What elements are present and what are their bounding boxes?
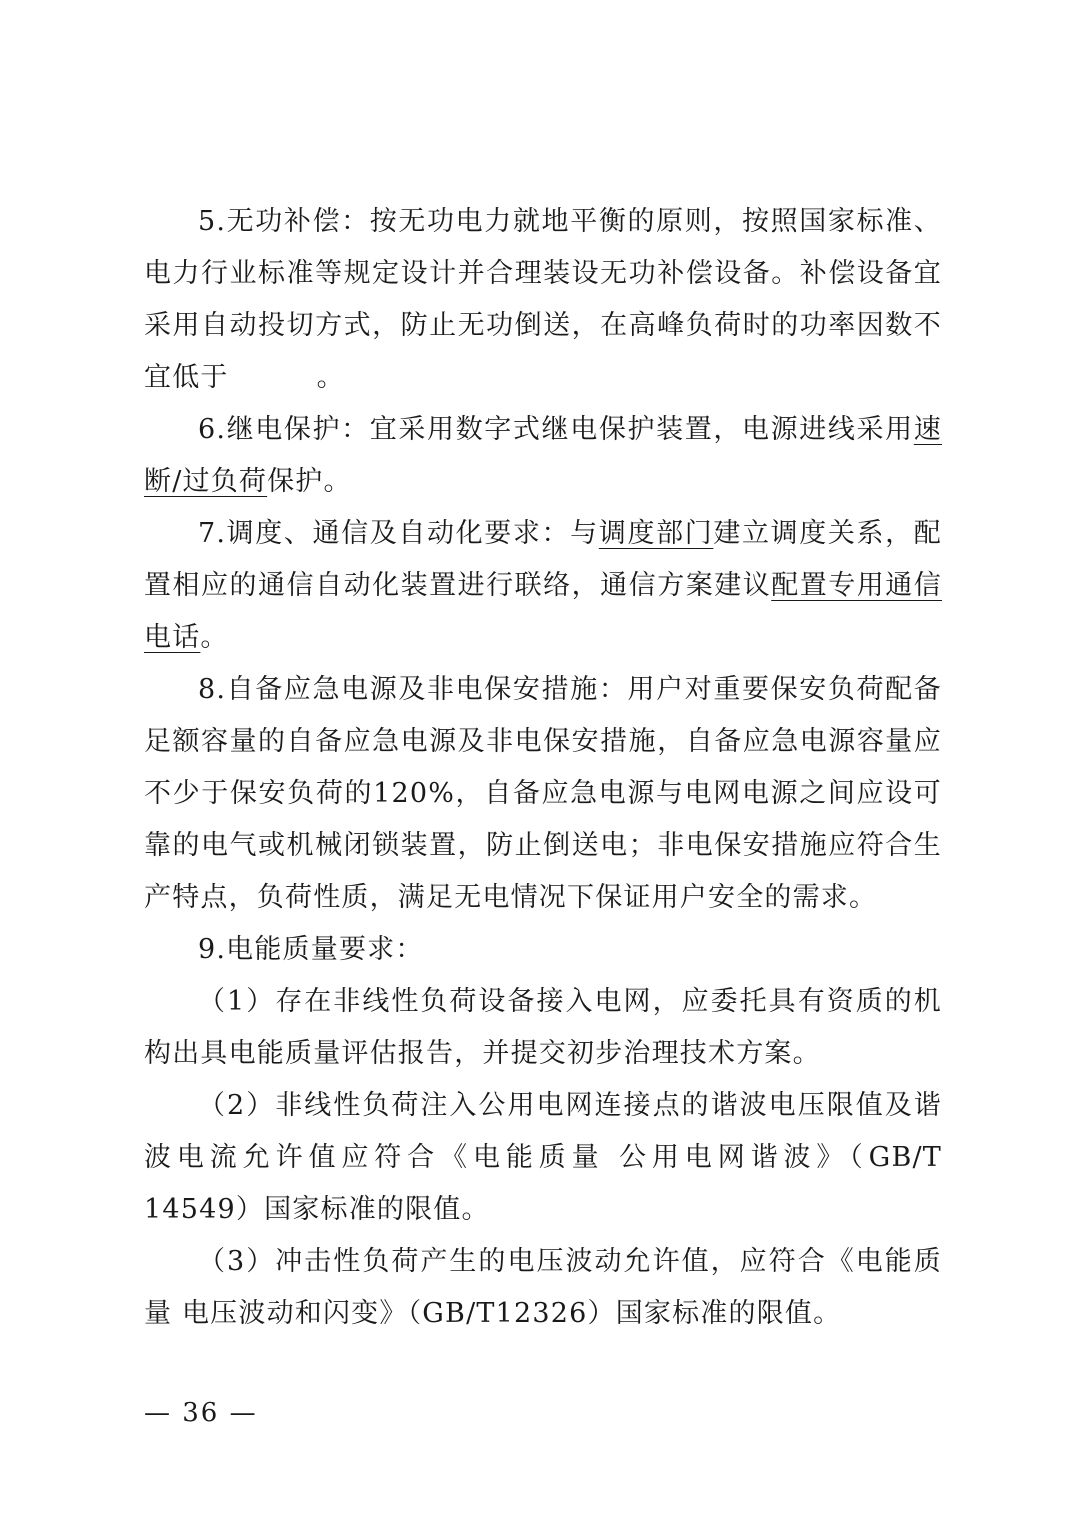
dispatch-end: 。 <box>200 622 229 653</box>
paragraph-power-quality-item-2: （2）非线性负荷注入公用电网连接点的谐波电压限值及谐波电流允许值应符合《电能质量 公用电网谐波》（GB/T 14549）国家标准的限值。 <box>144 1090 942 1225</box>
body-text <box>144 196 942 1340</box>
dedicated-phone-underlined: 配置专用通信电话 <box>144 570 943 653</box>
paragraph-power-quality-item-3: （3）冲击性负荷产生的电压波动允许值，应符合《电能质量 电压波动和闪变》（GB/T12326）国家标准的限值。 <box>144 1246 942 1329</box>
reactive-compensation-text: 5.无功补偿：按无功电力就地平衡的原则，按照国家标准、电力行业标准等规定设计并合理装设无功补偿设备。补偿设备宜采用自动投切方式，防止无功倒送，在高峰负荷时的功率因数不宜低于 <box>144 206 942 393</box>
page-number: — 36 — <box>144 1398 258 1428</box>
dispatch-department-underlined: 调度部门 <box>598 518 714 549</box>
relay-protection-underlined: 速断/过负荷 <box>144 414 942 497</box>
paragraph-emergency-power: 8.自备应急电源及非电保安措施：用户对重要保安负荷配备足额容量的自备应急电源及非电保安措施，自备应急电源容量应不少于保安负荷的120%，自备应急电源与电网电源之间应设可靠的电气或机械闭锁装置，防止倒送电；非电保安措施应符合生产特点，负荷性质，满足无电情况下保证用户安全的需求。 <box>144 674 942 913</box>
reactive-compensation-end: 。 <box>316 362 345 393</box>
paragraph-dispatch-communication <box>144 508 942 664</box>
relay-protection-text: 6.继电保护：宜采用数字式继电保护装置，电源进线采用 <box>198 414 914 445</box>
relay-protection-end: 保护。 <box>267 466 352 497</box>
paragraph-relay-protection <box>144 404 942 508</box>
dispatch-text-2: 建立调度关系，配置相应的通信自动化装置进行联络，通信方案建议 <box>144 518 942 601</box>
paragraph-power-quality-item-1: （1）存在非线性负荷设备接入电网，应委托具有资质的机构出具电能质量评估报告，并提交初步治理技术方案。 <box>144 986 942 1069</box>
paragraph-power-quality-heading: 9.电能质量要求： <box>198 934 424 965</box>
paragraph-reactive-compensation <box>144 196 942 404</box>
dispatch-text-1: 7.调度、通信及自动化要求：与 <box>198 518 599 549</box>
